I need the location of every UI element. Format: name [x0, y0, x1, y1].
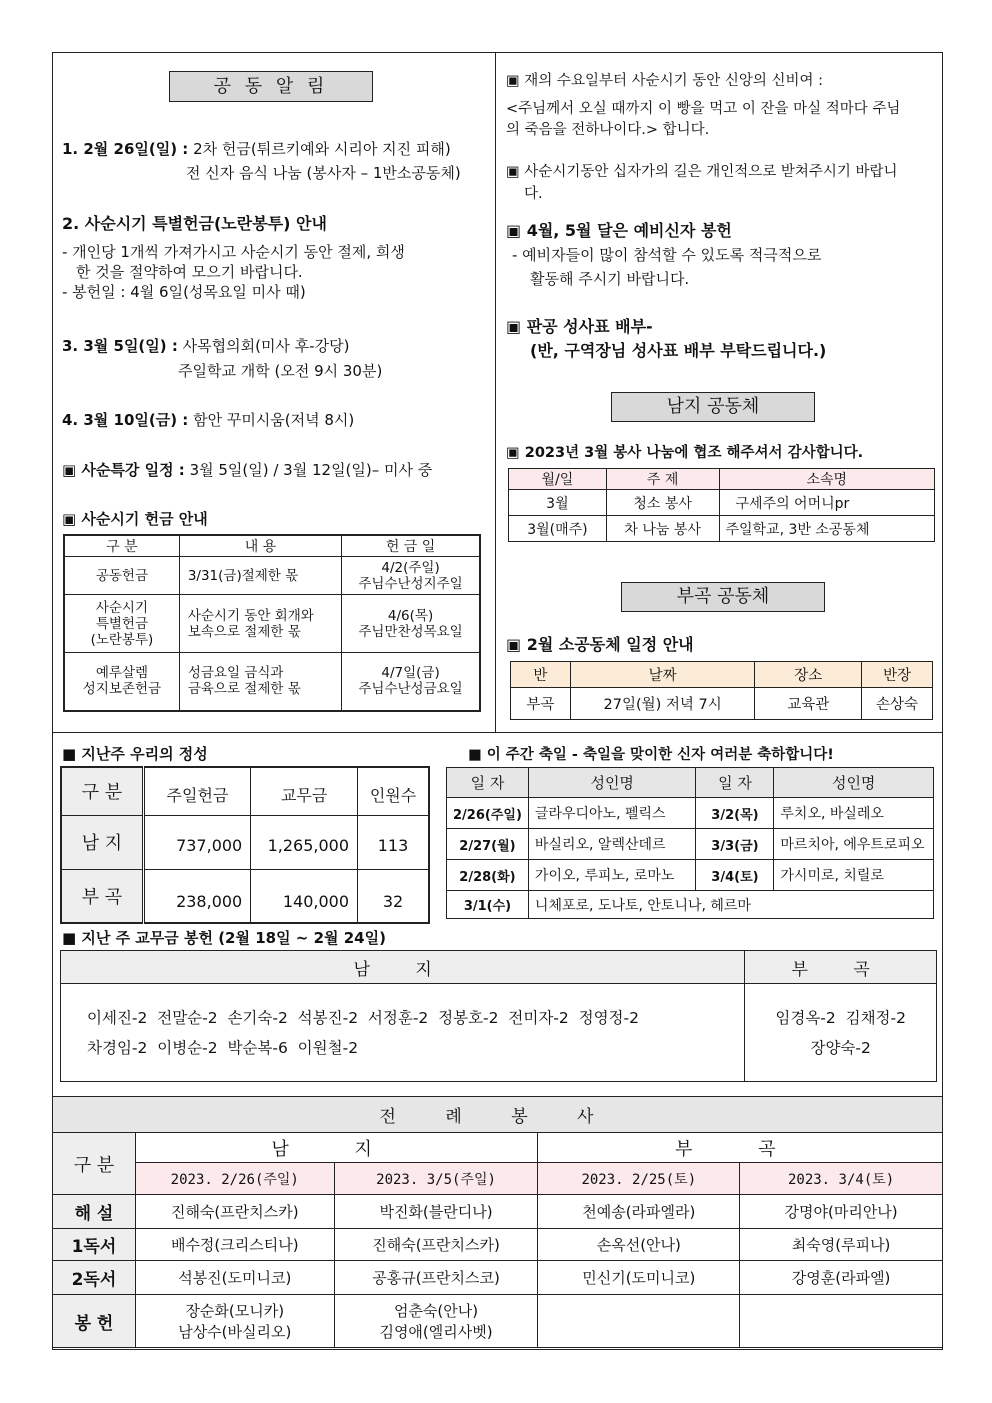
table-cell: 최숙영(루피나)	[740, 1229, 943, 1261]
table-row	[53, 1295, 943, 1348]
namji-header: 주 제	[606, 469, 719, 490]
table-cell: 박진화(블란디나)	[334, 1195, 538, 1229]
cross-line-1: ▣ 사순시기동안 십자가의 길은 개인적으로 받쳐주시기 바랍니	[506, 164, 898, 180]
table-cell	[179, 653, 341, 711]
liturgy-bugok-head: 부 곡	[538, 1133, 943, 1163]
offering-header: 구 분	[64, 535, 179, 557]
table-cell: 3/4(토)	[696, 860, 774, 891]
table-cell: 공홍규(프란치스코)	[334, 1261, 538, 1295]
notice-item-4-head: 4. 3월 10일(금) :	[62, 411, 189, 429]
cell-line: 사순시기	[95, 599, 148, 616]
feast-header: 성인명	[774, 768, 934, 798]
offering-header: 헌 금 일	[342, 535, 480, 557]
table-cell: 바실리오, 알렉산데르	[528, 829, 696, 860]
notice-item-2-line2: 한 것을 절약하여 모으기 바랍니다.	[76, 263, 303, 281]
feast-header: 일 자	[696, 768, 774, 798]
table-cell: 가이오, 루피노, 로마노	[528, 860, 696, 891]
table-cell: 3월(매주)	[509, 516, 607, 542]
liturgy-date: 2023. 3/4(토)	[740, 1163, 943, 1195]
notice-title: 공 동 알 림	[169, 71, 373, 102]
dues-table	[60, 950, 937, 1082]
table-row	[447, 798, 934, 829]
cell-line: 엄춘숙(안나)	[393, 1302, 479, 1320]
table-cell	[334, 1295, 538, 1348]
namji-header: 월/일	[509, 469, 607, 490]
offering-header: 내 용	[179, 535, 341, 557]
namji-service-table	[508, 468, 935, 542]
liturgy-date: 2023. 2/26(주일)	[135, 1163, 334, 1195]
ash-line-3: 의 죽음을 전하나이다.> 합니다.	[506, 122, 710, 138]
bugok-header: 반장	[862, 662, 933, 688]
table-cell: 2/27(월)	[447, 829, 529, 860]
table-cell: 3/3(금)	[696, 829, 774, 860]
table-cell: 진해숙(프란치스카)	[135, 1195, 334, 1229]
liturgy-date: 2023. 2/25(토)	[538, 1163, 740, 1195]
bugok-header: 장소	[755, 662, 862, 688]
table-cell: 가시미로, 치릴로	[774, 860, 934, 891]
table-row	[53, 1229, 943, 1261]
table-cell: 113	[358, 815, 429, 869]
cell-line: 주님수난성지주일	[358, 575, 463, 592]
table-cell: 니체포로, 도나토, 안토니나, 헤르마	[528, 891, 933, 919]
table-cell: 3월	[509, 490, 607, 516]
table-cell: 2/28(화)	[447, 860, 529, 891]
devotion-title: ■ 지난주 우리의 정성	[62, 745, 208, 763]
dues-namji-line-2: 차경임-2 이병순-2 박순복-6 이원철-2	[87, 1038, 359, 1057]
feast-header: 일 자	[447, 768, 529, 798]
bugok-header: 반	[511, 662, 571, 688]
devotion-header: 구 분	[61, 767, 143, 815]
notice-item-2-head: 2. 사순시기 특별헌금(노란봉투) 안내	[62, 214, 327, 233]
dues-bugok-line-1: 임경옥-2 김채정-2	[775, 1008, 906, 1027]
catechumen-line-1: - 예비자들이 많이 참석할 수 있도록 적극적으로	[512, 246, 822, 264]
cell-line: 보속으로 절제한 몫	[187, 623, 301, 640]
table-cell: 27일(월) 저녁 7시	[570, 688, 755, 720]
table-cell: 3/2(목)	[696, 798, 774, 829]
table-cell	[64, 557, 179, 595]
table-cell: 부 곡	[61, 869, 143, 923]
table-cell: 교육관	[755, 688, 862, 720]
table-cell: 32	[358, 869, 429, 923]
bugok-head: ▣ 2월 소공동체 일정 안내	[506, 635, 694, 654]
liturgy-namji-head: 남 지	[135, 1133, 538, 1163]
cell-line: 김영애(엘리사벳)	[379, 1323, 493, 1341]
notice-item-1-head: 1. 2월 26일(일) :	[62, 140, 189, 158]
table-cell: 2/26(주일)	[447, 798, 529, 829]
table-row	[509, 516, 935, 542]
table-cell	[179, 595, 341, 653]
table-cell: 청소 봉사	[606, 490, 719, 516]
table-cell: 차 나눔 봉사	[606, 516, 719, 542]
lent-lecture-text: 3월 5일(일) / 3월 12일(일)– 미사 중	[189, 461, 433, 479]
table-cell	[64, 653, 179, 711]
table-cell	[342, 595, 480, 653]
cell-line: 주님만찬성목요일	[358, 623, 463, 640]
ash-line-2: <주님께서 오실 때까지 이 빵을 먹고 이 잔을 마실 적마다 주님	[506, 101, 901, 117]
cell-line: 남상수(바실리오)	[178, 1323, 292, 1341]
table-cell	[740, 1295, 943, 1348]
table-cell: 주일학교, 3반 소공동체	[719, 516, 935, 542]
ash-line-1: ▣ 재의 수요일부터 사순시기 동안 신앙의 신비여 :	[506, 73, 823, 89]
notice-item-3-head: 3. 3월 5일(일) :	[62, 337, 178, 355]
liturgy-table	[52, 1096, 943, 1348]
table-cell: 마르치아, 에우트로피오	[774, 829, 934, 860]
devotion-table	[60, 766, 430, 924]
cell-line: 예루살렘	[95, 665, 148, 682]
dues-bugok-line-2: 장양숙-2	[810, 1038, 871, 1057]
dues-namji-head: 남 지	[61, 951, 745, 984]
table-cell	[64, 595, 179, 653]
table-cell: 남 지	[61, 815, 143, 869]
dues-title: ■ 지난 주 교무금 봉헌 (2월 18일 ~ 2월 24일)	[62, 929, 386, 947]
table-row	[509, 490, 935, 516]
table-cell: 1,265,000	[251, 815, 358, 869]
bugok-title: 부곡 공동체	[621, 582, 825, 612]
table-cell: 737,000	[143, 815, 251, 869]
devotion-header: 인원수	[358, 767, 429, 815]
notice-item-2-line3: - 봉헌일 : 4월 6일(성목요일 미사 때)	[62, 283, 306, 301]
dues-namji-line-1: 이세진-2 전말순-2 손기숙-2 석봉진-2 서정훈-2 정봉호-2 전미자-2 정영정-2	[87, 1008, 639, 1027]
cell-line: 특별헌금	[95, 615, 148, 632]
table-row	[53, 1261, 943, 1295]
column-divider	[495, 52, 496, 732]
table-row	[53, 1195, 943, 1229]
lent-lecture	[62, 459, 432, 480]
table-row	[447, 891, 934, 919]
confession-head: ▣ 판공 성사표 배부-	[506, 317, 653, 336]
table-cell: 3/1(수)	[447, 891, 529, 919]
table-row	[64, 653, 480, 711]
table-cell: 강영훈(라파엘)	[740, 1261, 943, 1295]
cell-line: 4/7일(금)	[381, 665, 440, 682]
table-cell	[135, 1295, 334, 1348]
namji-header: 소속명	[719, 469, 935, 490]
notice-item-1	[62, 138, 451, 159]
cell-line: 주님수난성금요일	[358, 681, 463, 698]
table-cell: 석봉진(도미니코)	[135, 1261, 334, 1295]
devotion-header: 주일헌금	[143, 767, 251, 815]
notice-item-1-line2: 전 신자 음식 나눔 (봉사자 – 1반소공동체)	[186, 164, 461, 182]
liturgy-role: 봉 헌	[53, 1295, 136, 1348]
liturgy-role: 해 설	[53, 1195, 136, 1229]
bugok-header: 날짜	[570, 662, 755, 688]
devotion-header: 교무금	[251, 767, 358, 815]
cell-line: 사순시기 동안 회개와	[187, 607, 314, 624]
cell-line: 4/2(주일)	[381, 559, 440, 576]
offering-table	[63, 534, 481, 712]
table-row	[61, 815, 429, 869]
notice-item-2-line1: - 개인당 1개씩 가져가시고 사순시기 동안 절제, 희생	[62, 243, 405, 261]
dues-namji-cell	[61, 984, 745, 1082]
table-cell: 글라우디아노, 펠릭스	[528, 798, 696, 829]
liturgy-date: 2023. 3/5(주일)	[334, 1163, 538, 1195]
cell-line: (노란봉투)	[90, 631, 154, 648]
table-cell: 진해숙(프란치스카)	[334, 1229, 538, 1261]
table-row	[447, 860, 934, 891]
liturgy-role: 2독서	[53, 1261, 136, 1295]
confession-line: (반, 구역장님 성사표 배부 부탁드립니다.)	[530, 341, 827, 360]
lent-lecture-head: ▣ 사순특강 일정 :	[62, 461, 185, 479]
cell-line: 3/31(금)절제한 몫	[187, 567, 299, 584]
notice-item-3	[62, 335, 349, 356]
table-cell: 손옥선(안나)	[538, 1229, 740, 1261]
catechumen-line-2: 활동해 주시기 바랍니다.	[530, 270, 690, 288]
liturgy-role: 1독서	[53, 1229, 136, 1261]
cross-line-2: 다.	[524, 186, 543, 202]
cell-line: 장순화(모니카)	[185, 1302, 285, 1320]
table-cell	[179, 557, 341, 595]
table-cell: 부곡	[511, 688, 571, 720]
table-cell	[342, 653, 480, 711]
table-row	[64, 557, 480, 595]
cell-line: 4/6(목)	[387, 607, 434, 624]
feast-title: ■ 이 주간 축일 - 축일을 맞이한 신자 여러분 축하합니다!	[468, 747, 834, 763]
table-cell: 구세주의 어머니pr	[719, 490, 935, 516]
table-cell: 140,000	[251, 869, 358, 923]
notice-item-4	[62, 409, 354, 430]
section-divider	[52, 732, 943, 733]
table-cell: 손상숙	[862, 688, 933, 720]
table-row	[511, 688, 933, 720]
liturgy-title: 전 례 봉 사	[53, 1097, 943, 1133]
notice-item-4-line1: 함안 꾸미시움(저녁 8시)	[193, 411, 355, 429]
cell-line: 성지보존헌금	[82, 681, 162, 698]
table-cell: 민신기(도미니코)	[538, 1261, 740, 1295]
namji-thanks: ▣ 2023년 3월 봉사 나눔에 협조 해주셔서 감사합니다.	[506, 445, 864, 461]
table-cell: 238,000	[143, 869, 251, 923]
dues-bugok-head: 부 곡	[745, 951, 937, 984]
feast-table	[446, 767, 934, 919]
table-row	[447, 829, 934, 860]
table-cell	[538, 1295, 740, 1348]
table-cell: 루치오, 바실레오	[774, 798, 934, 829]
cell-line: 금육으로 절제한 몫	[187, 681, 301, 698]
table-row	[64, 595, 480, 653]
table-cell: 강명야(마리안나)	[740, 1195, 943, 1229]
catechumen-head: ▣ 4월, 5월 달은 예비신자 봉헌	[506, 221, 732, 240]
table-cell	[342, 557, 480, 595]
table-cell: 배수정(크리스티나)	[135, 1229, 334, 1261]
table-row	[61, 869, 429, 923]
liturgy-gubun: 구 분	[53, 1133, 136, 1195]
cell-line: 성금요일 금식과	[187, 665, 284, 682]
feast-header: 성인명	[528, 768, 696, 798]
notice-item-1-line1: 2차 헌금(튀르키예와 시리아 지진 피해)	[193, 140, 451, 158]
table-row	[61, 984, 937, 1082]
notice-item-3-line1: 사목협의회(미사 후-강당)	[182, 337, 350, 355]
notice-item-3-line2: 주일학교 개학 (오전 9시 30분)	[178, 362, 383, 380]
bugok-schedule-table	[510, 661, 933, 720]
cell-line: 공동헌금	[95, 567, 148, 584]
dues-bugok-cell	[745, 984, 937, 1082]
namji-title: 남지 공동체	[611, 392, 815, 422]
offering-title: ▣ 사순시기 헌금 안내	[62, 510, 208, 528]
table-cell: 천예송(라파엘라)	[538, 1195, 740, 1229]
